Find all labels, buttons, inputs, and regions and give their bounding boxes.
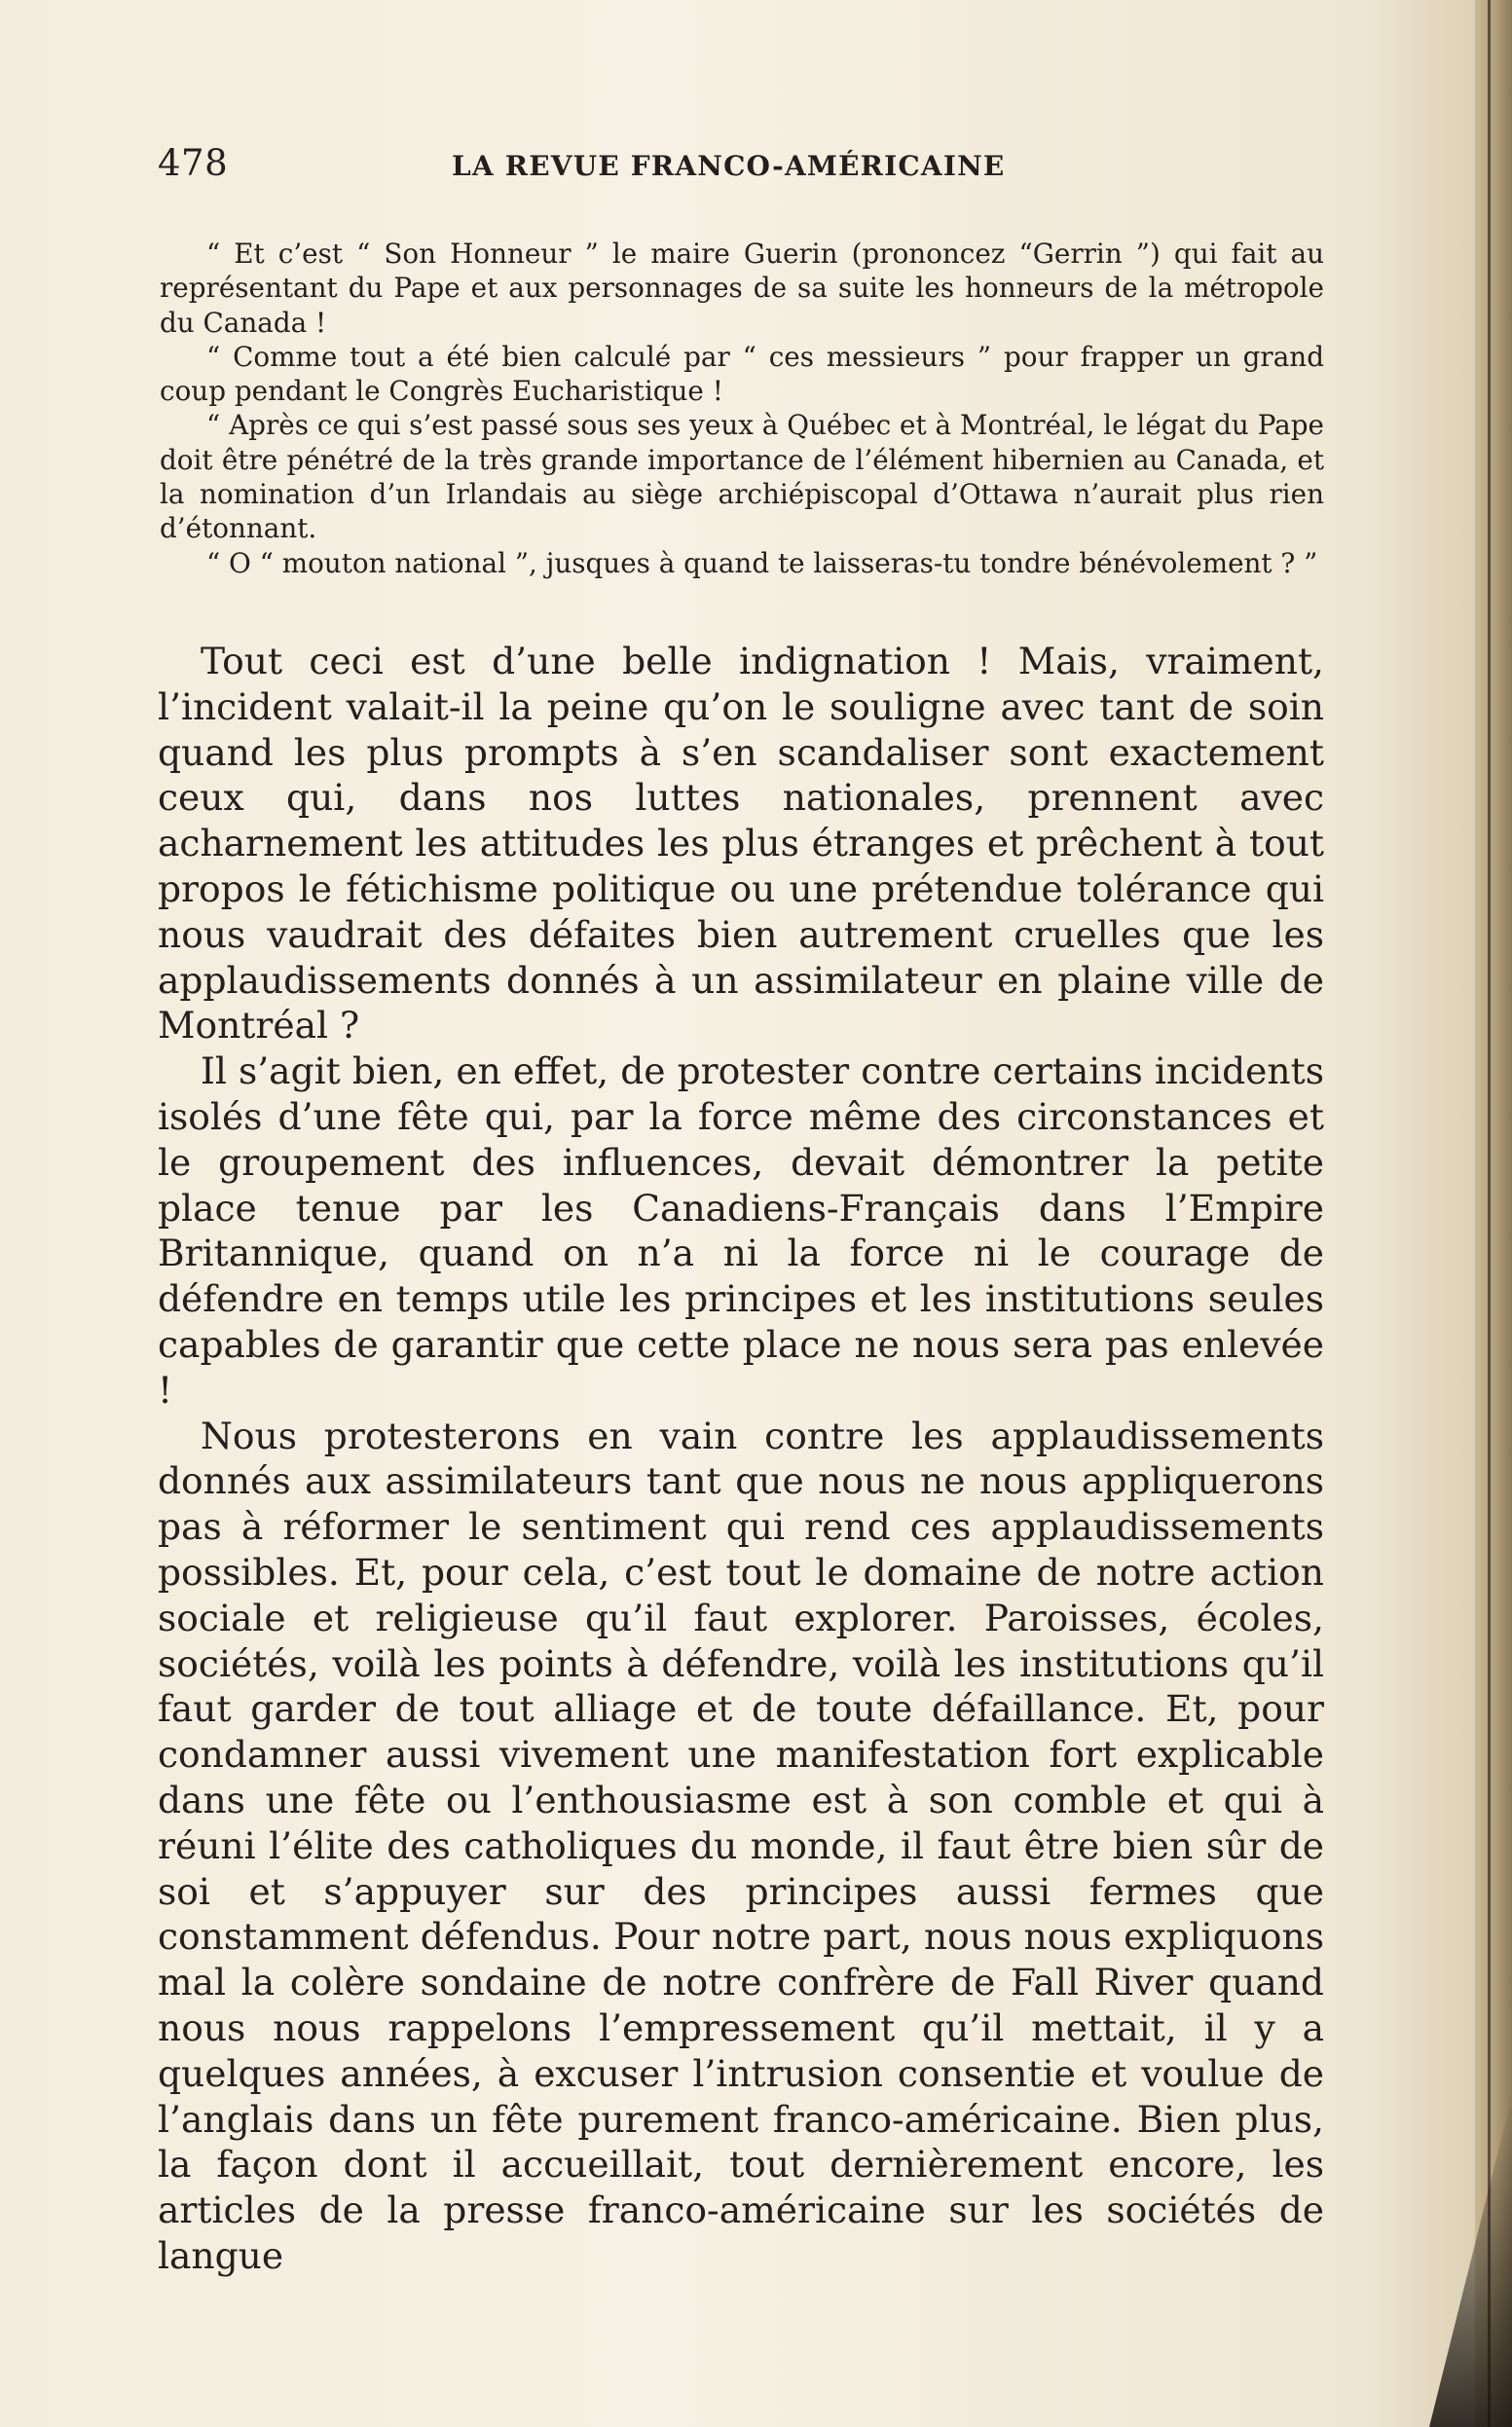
body-paragraph: Il s’agit bien, en effet, de protester contre certains incidents isolés d’une fête qui, par la force même des circonstances et le groupement des influences, devait démontrer la petite place tenue par les Canadiens-Français dans l’Empire Britannique, quand on n’a ni la force ni le courage de défendre en temps utile les principes et les institutions seules capables de garantir que cette place ne nous sera pas enlevée ! xyxy=(158,1049,1324,1412)
page-header xyxy=(158,142,1326,191)
body-text xyxy=(158,639,1324,2279)
body-paragraph: Tout ceci est d’une belle indignation ! Mais, vraiment, l’incident valait-il la peine qu’on le souligne avec tant de soin quand les plus prompts à s’en scandaliser sont exactement ceux qui, dans nos luttes nationales, prennent avec acharnement les attitudes les plus étranges et prêchent à tout propos le fétichisme politique ou une prétendue tolérance qui nous vaudrait des défaites bien autrement cruelles que les applaudissements donnés à un assimilateur en plaine ville de Montréal ? xyxy=(158,640,1324,1048)
quote-paragraph: “ Comme tout a été bien calculé par “ ces messieurs ” pour frapper un grand coup pendant le Congrès Eucharistique ! xyxy=(160,340,1324,408)
quoted-passage xyxy=(160,237,1324,580)
page-gutter xyxy=(1475,0,1512,2427)
running-title: LA REVUE FRANCO-AMÉRICAINE xyxy=(452,150,1006,182)
gutter-edge-line xyxy=(1488,0,1491,2427)
quote-paragraph: “ Et c’est “ Son Honneur ” le maire Guerin (prononcez “Gerrin ”) qui fait au représentant du Pape et aux personnages de sa suite les honneurs de la métropole du Canada ! xyxy=(160,238,1324,339)
body-paragraph: Nous protesterons en vain contre les applaudissements donnés aux assimilateurs tant que nous ne nous appliquerons pas à réformer le sentiment qui rend ces applaudissements possibles. Et, pour cela, c’est tout le domaine de notre action sociale et religieuse qu’il faut explorer. Paroisses, écoles, sociétés, voilà les points à défendre, voilà les institutions qu’il faut garder de tout alliage et de toute défaillance. Et, pour condamner aussi vivement une manifestation fort explicable dans une fête ou l’enthousiasme est à son comble et qui à réuni l’élite des catholiques du monde, il faut être bien sûr de soi et s’appuyer sur des principes aussi fermes que constamment défendus. Pour notre part, nous nous expliquons mal la colère sondaine de notre confrère de Fall River quand nous nous rappelons l’empressement qu’il mettait, il y a quelques années, à excuser l’intrusion consentie et voulue de l’anglais dans un fête purement franco-américaine. Bien plus, la façon dont il accueillait, tout dernièrement encore, les articles de la presse franco-américaine sur les sociétés de langue xyxy=(158,1414,1324,2277)
page-number: 478 xyxy=(158,142,229,184)
quote-paragraph: “ Après ce qui s’est passé sous ses yeux à Québec et à Montréal, le légat du Pape doit être pénétré de la très grande importance de l’élément hibernien au Canada, et la nomination d’un Irlandais au siège archiépiscopal d’Ottawa n’aurait plus rien d’étonnant. xyxy=(160,409,1324,545)
quote-paragraph: “ O “ mouton national ”, jusques à quand te laisseras-tu tondre bénévolement ? ” xyxy=(206,546,1318,579)
